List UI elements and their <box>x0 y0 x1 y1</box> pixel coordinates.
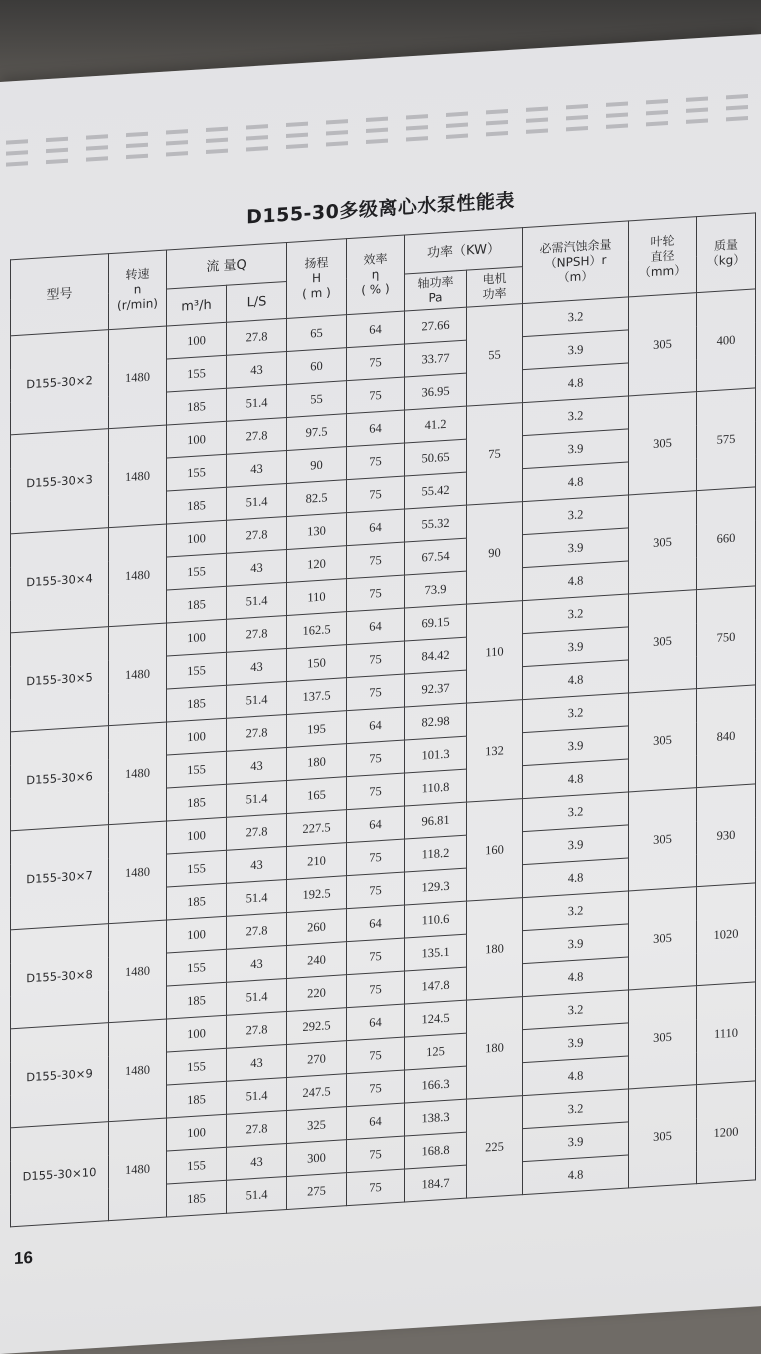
cell-impeller-diameter: 305 <box>629 293 697 396</box>
header-dash <box>86 145 108 150</box>
cell-npsh: 4.8 <box>523 1155 629 1195</box>
cell-efficiency: 75 <box>347 1136 405 1173</box>
header-dash <box>566 126 588 131</box>
cell-npsh: 3.9 <box>523 825 629 865</box>
cell-motor-power: 90 <box>467 502 523 605</box>
cell-shaft-power: 92.37 <box>405 670 467 707</box>
cell-flow-ls: 27.8 <box>227 813 287 850</box>
header-dash <box>286 133 308 138</box>
cell-head: 150 <box>287 645 347 682</box>
header-dash <box>486 131 508 136</box>
header-dash <box>726 105 748 110</box>
cell-npsh: 3.9 <box>523 330 629 370</box>
cell-shaft-power: 124.5 <box>405 1000 467 1037</box>
cell-shaft-power: 55.32 <box>405 505 467 542</box>
header-dash <box>646 110 668 115</box>
cell-flow-m3h: 155 <box>167 652 227 689</box>
cell-npsh: 4.8 <box>523 561 629 601</box>
cell-flow-ls: 43 <box>227 450 287 487</box>
header-npsh: 必需汽蚀余量 （NPSH）r （m） <box>523 221 629 304</box>
cell-mass: 750 <box>697 586 756 689</box>
cell-speed: 1480 <box>109 326 167 429</box>
header-dash <box>406 136 428 141</box>
cell-flow-ls: 27.8 <box>227 1110 287 1147</box>
header-dash <box>446 123 468 128</box>
cell-npsh: 3.2 <box>523 297 629 337</box>
cell-flow-ls: 43 <box>227 549 287 586</box>
pump-performance-table <box>10 212 756 1227</box>
cell-efficiency: 75 <box>347 344 405 381</box>
cell-head: 260 <box>287 909 347 946</box>
header-dash <box>6 150 28 155</box>
cell-flow-m3h: 100 <box>167 916 227 953</box>
header-dash <box>286 144 308 149</box>
cell-efficiency: 75 <box>347 938 405 975</box>
cell-npsh: 3.2 <box>523 792 629 832</box>
page-number: 16 <box>14 1247 33 1269</box>
cell-shaft-power: 69.15 <box>405 604 467 641</box>
cell-npsh: 3.9 <box>523 924 629 964</box>
cell-npsh: 3.9 <box>523 429 629 469</box>
cell-head: 137.5 <box>287 678 347 715</box>
cell-flow-m3h: 100 <box>167 1114 227 1151</box>
cell-shaft-power: 138.3 <box>405 1099 467 1136</box>
cell-flow-m3h: 185 <box>167 586 227 623</box>
header-dash <box>526 118 548 123</box>
cell-flow-m3h: 100 <box>167 619 227 656</box>
header-dash <box>126 132 148 137</box>
table-title: D155-30多级离心水泵性能表 <box>246 189 515 229</box>
header-dash <box>166 129 188 134</box>
cell-mass: 1020 <box>697 883 756 986</box>
header-dash <box>206 127 228 132</box>
cell-flow-ls: 27.8 <box>227 417 287 454</box>
cell-flow-ls: 51.4 <box>227 978 287 1015</box>
cell-mass: 840 <box>697 685 756 788</box>
header-dash <box>206 149 228 154</box>
cell-head: 300 <box>287 1140 347 1177</box>
cell-npsh: 3.2 <box>523 495 629 535</box>
cell-shaft-power: 110.8 <box>405 769 467 806</box>
cell-flow-m3h: 100 <box>167 1015 227 1052</box>
cell-shaft-power: 110.6 <box>405 901 467 938</box>
cell-mass: 1200 <box>697 1081 756 1184</box>
cell-flow-m3h: 155 <box>167 751 227 788</box>
cell-flow-m3h: 185 <box>167 982 227 1019</box>
page-header-dash-pattern <box>0 89 761 173</box>
catalog-page <box>0 34 761 1354</box>
header-head: 扬程 H ( m ) <box>287 239 347 319</box>
cell-efficiency: 75 <box>347 1037 405 1074</box>
cell-efficiency: 64 <box>347 905 405 942</box>
cell-efficiency: 75 <box>347 641 405 678</box>
cell-flow-ls: 51.4 <box>227 1077 287 1114</box>
cell-speed: 1480 <box>109 920 167 1023</box>
cell-impeller-diameter: 305 <box>629 788 697 891</box>
cell-flow-m3h: 155 <box>167 949 227 986</box>
cell-npsh: 4.8 <box>523 462 629 502</box>
cell-motor-power: 225 <box>467 1096 523 1199</box>
cell-shaft-power: 36.95 <box>405 373 467 410</box>
cell-head: 275 <box>287 1173 347 1210</box>
header-dash <box>686 96 708 101</box>
cell-flow-ls: 27.8 <box>227 318 287 355</box>
cell-motor-power: 110 <box>467 601 523 704</box>
cell-shaft-power: 55.42 <box>405 472 467 509</box>
cell-head: 195 <box>287 711 347 748</box>
header-dash <box>246 124 268 129</box>
cell-shaft-power: 41.2 <box>405 406 467 443</box>
cell-flow-ls: 43 <box>227 846 287 883</box>
cell-npsh: 3.9 <box>523 726 629 766</box>
cell-model: D155-30×2 <box>11 330 109 435</box>
cell-flow-m3h: 185 <box>167 883 227 920</box>
cell-npsh: 3.2 <box>523 891 629 931</box>
cell-npsh: 4.8 <box>523 1056 629 1096</box>
cell-npsh: 3.2 <box>523 1089 629 1129</box>
cell-speed: 1480 <box>109 1019 167 1122</box>
cell-efficiency: 64 <box>347 1103 405 1140</box>
cell-model: D155-30×3 <box>11 429 109 534</box>
cell-head: 270 <box>287 1041 347 1078</box>
cell-head: 292.5 <box>287 1008 347 1045</box>
cell-flow-ls: 51.4 <box>227 1176 287 1213</box>
cell-flow-m3h: 155 <box>167 1048 227 1085</box>
cell-impeller-diameter: 305 <box>629 887 697 990</box>
cell-mass: 1110 <box>697 982 756 1085</box>
cell-head: 227.5 <box>287 810 347 847</box>
header-dash <box>166 151 188 156</box>
cell-mass: 660 <box>697 487 756 590</box>
cell-flow-m3h: 100 <box>167 421 227 458</box>
cell-shaft-power: 82.98 <box>405 703 467 740</box>
cell-head: 120 <box>287 546 347 583</box>
header-dash <box>406 125 428 130</box>
cell-head: 192.5 <box>287 876 347 913</box>
cell-npsh: 3.9 <box>523 627 629 667</box>
cell-impeller-diameter: 305 <box>629 689 697 792</box>
cell-flow-ls: 51.4 <box>227 879 287 916</box>
header-efficiency: 效率 η ( % ) <box>347 235 405 315</box>
cell-head: 180 <box>287 744 347 781</box>
cell-head: 110 <box>287 579 347 616</box>
cell-efficiency: 75 <box>347 773 405 810</box>
cell-model: D155-30×6 <box>11 726 109 831</box>
cell-flow-m3h: 100 <box>167 322 227 359</box>
cell-efficiency: 64 <box>347 509 405 546</box>
cell-mass: 930 <box>697 784 756 887</box>
cell-efficiency: 75 <box>347 377 405 414</box>
cell-motor-power: 75 <box>467 403 523 506</box>
cell-efficiency: 75 <box>347 542 405 579</box>
cell-flow-m3h: 185 <box>167 1081 227 1118</box>
header-dash <box>126 143 148 148</box>
cell-npsh: 3.9 <box>523 1122 629 1162</box>
cell-flow-ls: 51.4 <box>227 483 287 520</box>
header-dash <box>726 116 748 121</box>
cell-speed: 1480 <box>109 623 167 726</box>
cell-shaft-power: 27.66 <box>405 307 467 344</box>
header-mass: 质量 （kg） <box>697 213 756 293</box>
cell-flow-ls: 27.8 <box>227 912 287 949</box>
cell-head: 247.5 <box>287 1074 347 1111</box>
header-dash <box>446 112 468 117</box>
cell-head: 210 <box>287 843 347 880</box>
header-dash <box>686 118 708 123</box>
cell-efficiency: 75 <box>347 443 405 480</box>
header-dash <box>246 135 268 140</box>
cell-flow-ls: 51.4 <box>227 582 287 619</box>
header-dash <box>326 141 348 146</box>
header-flow-m3h: m³/h <box>167 285 227 326</box>
header-dash <box>246 146 268 151</box>
cell-efficiency: 75 <box>347 1169 405 1206</box>
cell-shaft-power: 96.81 <box>405 802 467 839</box>
cell-head: 165 <box>287 777 347 814</box>
cell-flow-ls: 27.8 <box>227 714 287 751</box>
header-dash <box>606 112 628 117</box>
cell-efficiency: 64 <box>347 311 405 348</box>
cell-motor-power: 160 <box>467 799 523 902</box>
header-dash <box>46 159 68 164</box>
cell-flow-ls: 43 <box>227 648 287 685</box>
cell-shaft-power: 84.42 <box>405 637 467 674</box>
header-dash <box>46 148 68 153</box>
header-dash <box>46 137 68 142</box>
cell-efficiency: 75 <box>347 1070 405 1107</box>
cell-shaft-power: 168.8 <box>405 1132 467 1169</box>
header-dash <box>366 128 388 133</box>
cell-flow-m3h: 185 <box>167 487 227 524</box>
cell-efficiency: 64 <box>347 806 405 843</box>
header-dash <box>486 109 508 114</box>
cell-shaft-power: 33.77 <box>405 340 467 377</box>
cell-npsh: 3.2 <box>523 594 629 634</box>
cell-speed: 1480 <box>109 1118 167 1221</box>
cell-flow-m3h: 185 <box>167 784 227 821</box>
cell-flow-ls: 43 <box>227 1044 287 1081</box>
cell-flow-ls: 43 <box>227 351 287 388</box>
cell-model: D155-30×5 <box>11 627 109 732</box>
cell-npsh: 4.8 <box>523 363 629 403</box>
cell-speed: 1480 <box>109 722 167 825</box>
header-dash <box>566 115 588 120</box>
header-speed: 转速 n (r/min) <box>109 250 167 330</box>
cell-flow-ls: 27.8 <box>227 516 287 553</box>
cell-flow-m3h: 155 <box>167 850 227 887</box>
cell-flow-m3h: 100 <box>167 817 227 854</box>
header-motor-power: 电机 功率 <box>467 267 523 308</box>
cell-efficiency: 64 <box>347 1004 405 1041</box>
cell-efficiency: 64 <box>347 608 405 645</box>
header-dash <box>406 114 428 119</box>
cell-efficiency: 64 <box>347 410 405 447</box>
cell-motor-power: 55 <box>467 304 523 407</box>
cell-head: 325 <box>287 1107 347 1144</box>
cell-npsh: 4.8 <box>523 858 629 898</box>
cell-speed: 1480 <box>109 425 167 528</box>
cell-efficiency: 75 <box>347 971 405 1008</box>
cell-head: 65 <box>287 315 347 352</box>
cell-head: 240 <box>287 942 347 979</box>
cell-npsh: 4.8 <box>523 759 629 799</box>
cell-model: D155-30×9 <box>11 1023 109 1128</box>
cell-shaft-power: 67.54 <box>405 538 467 575</box>
cell-flow-ls: 43 <box>227 945 287 982</box>
header-dash <box>526 107 548 112</box>
header-power: 功率（KW） <box>405 228 523 274</box>
cell-head: 162.5 <box>287 612 347 649</box>
cell-flow-m3h: 185 <box>167 1180 227 1217</box>
cell-flow-m3h: 155 <box>167 454 227 491</box>
cell-speed: 1480 <box>109 524 167 627</box>
cell-efficiency: 75 <box>347 740 405 777</box>
cell-flow-ls: 27.8 <box>227 615 287 652</box>
header-flow-ls: L/S <box>227 281 287 322</box>
header-impeller-diameter: 叶轮 直径 （mm） <box>629 217 697 297</box>
cell-npsh: 4.8 <box>523 660 629 700</box>
cell-flow-m3h: 185 <box>167 685 227 722</box>
header-dash <box>166 140 188 145</box>
cell-shaft-power: 125 <box>405 1033 467 1070</box>
header-dash <box>206 138 228 143</box>
header-dash <box>86 156 108 161</box>
cell-efficiency: 75 <box>347 674 405 711</box>
header-dash <box>126 154 148 159</box>
cell-flow-m3h: 155 <box>167 1147 227 1184</box>
cell-shaft-power: 118.2 <box>405 835 467 872</box>
cell-motor-power: 180 <box>467 997 523 1100</box>
header-dash <box>286 122 308 127</box>
cell-flow-ls: 51.4 <box>227 681 287 718</box>
header-flow: 流 量Q <box>167 242 287 289</box>
cell-flow-ls: 43 <box>227 747 287 784</box>
cell-model: D155-30×4 <box>11 528 109 633</box>
cell-mass: 575 <box>697 388 756 491</box>
cell-efficiency: 75 <box>347 872 405 909</box>
header-dash <box>606 123 628 128</box>
cell-mass: 400 <box>697 289 756 392</box>
header-dash <box>6 161 28 166</box>
cell-shaft-power: 135.1 <box>405 934 467 971</box>
header-dash <box>646 121 668 126</box>
header-dash <box>326 130 348 135</box>
header-dash <box>606 101 628 106</box>
cell-flow-m3h: 155 <box>167 355 227 392</box>
cell-efficiency: 64 <box>347 707 405 744</box>
header-dash <box>86 134 108 139</box>
cell-flow-m3h: 100 <box>167 520 227 557</box>
header-dash <box>686 107 708 112</box>
header-dash <box>646 99 668 104</box>
cell-flow-ls: 43 <box>227 1143 287 1180</box>
cell-head: 55 <box>287 381 347 418</box>
cell-model: D155-30×10 <box>11 1122 109 1227</box>
cell-npsh: 3.9 <box>523 528 629 568</box>
cell-shaft-power: 50.65 <box>405 439 467 476</box>
cell-impeller-diameter: 305 <box>629 392 697 495</box>
header-dash <box>366 139 388 144</box>
cell-flow-m3h: 155 <box>167 553 227 590</box>
cell-efficiency: 75 <box>347 839 405 876</box>
cell-speed: 1480 <box>109 821 167 924</box>
cell-flow-m3h: 100 <box>167 718 227 755</box>
cell-flow-m3h: 185 <box>167 388 227 425</box>
cell-shaft-power: 129.3 <box>405 868 467 905</box>
header-dash <box>366 117 388 122</box>
header-dash <box>446 134 468 139</box>
cell-shaft-power: 147.8 <box>405 967 467 1004</box>
cell-npsh: 3.9 <box>523 1023 629 1063</box>
cell-head: 97.5 <box>287 414 347 451</box>
cell-impeller-diameter: 305 <box>629 986 697 1089</box>
cell-model: D155-30×8 <box>11 924 109 1029</box>
cell-motor-power: 132 <box>467 700 523 803</box>
header-dash <box>326 119 348 124</box>
cell-shaft-power: 101.3 <box>405 736 467 773</box>
cell-model: D155-30×7 <box>11 825 109 930</box>
header-dash <box>726 94 748 99</box>
cell-npsh: 3.2 <box>523 990 629 1030</box>
cell-head: 220 <box>287 975 347 1012</box>
cell-npsh: 3.2 <box>523 396 629 436</box>
cell-efficiency: 75 <box>347 476 405 513</box>
cell-impeller-diameter: 305 <box>629 1085 697 1188</box>
cell-flow-ls: 51.4 <box>227 780 287 817</box>
cell-shaft-power: 184.7 <box>405 1165 467 1202</box>
cell-motor-power: 180 <box>467 898 523 1001</box>
cell-head: 82.5 <box>287 480 347 517</box>
cell-head: 90 <box>287 447 347 484</box>
cell-shaft-power: 73.9 <box>405 571 467 608</box>
header-dash <box>566 104 588 109</box>
cell-npsh: 4.8 <box>523 957 629 997</box>
header-model: 型号 <box>11 254 109 336</box>
cell-impeller-diameter: 305 <box>629 590 697 693</box>
cell-efficiency: 75 <box>347 575 405 612</box>
header-dash <box>486 120 508 125</box>
cell-flow-ls: 27.8 <box>227 1011 287 1048</box>
header-dash <box>6 139 28 144</box>
cell-head: 130 <box>287 513 347 550</box>
cell-impeller-diameter: 305 <box>629 491 697 594</box>
header-shaft-power: 轴功率 Pa <box>405 270 467 311</box>
cell-head: 60 <box>287 348 347 385</box>
cell-npsh: 3.2 <box>523 693 629 733</box>
cell-shaft-power: 166.3 <box>405 1066 467 1103</box>
cell-flow-ls: 51.4 <box>227 384 287 421</box>
header-dash <box>526 129 548 134</box>
